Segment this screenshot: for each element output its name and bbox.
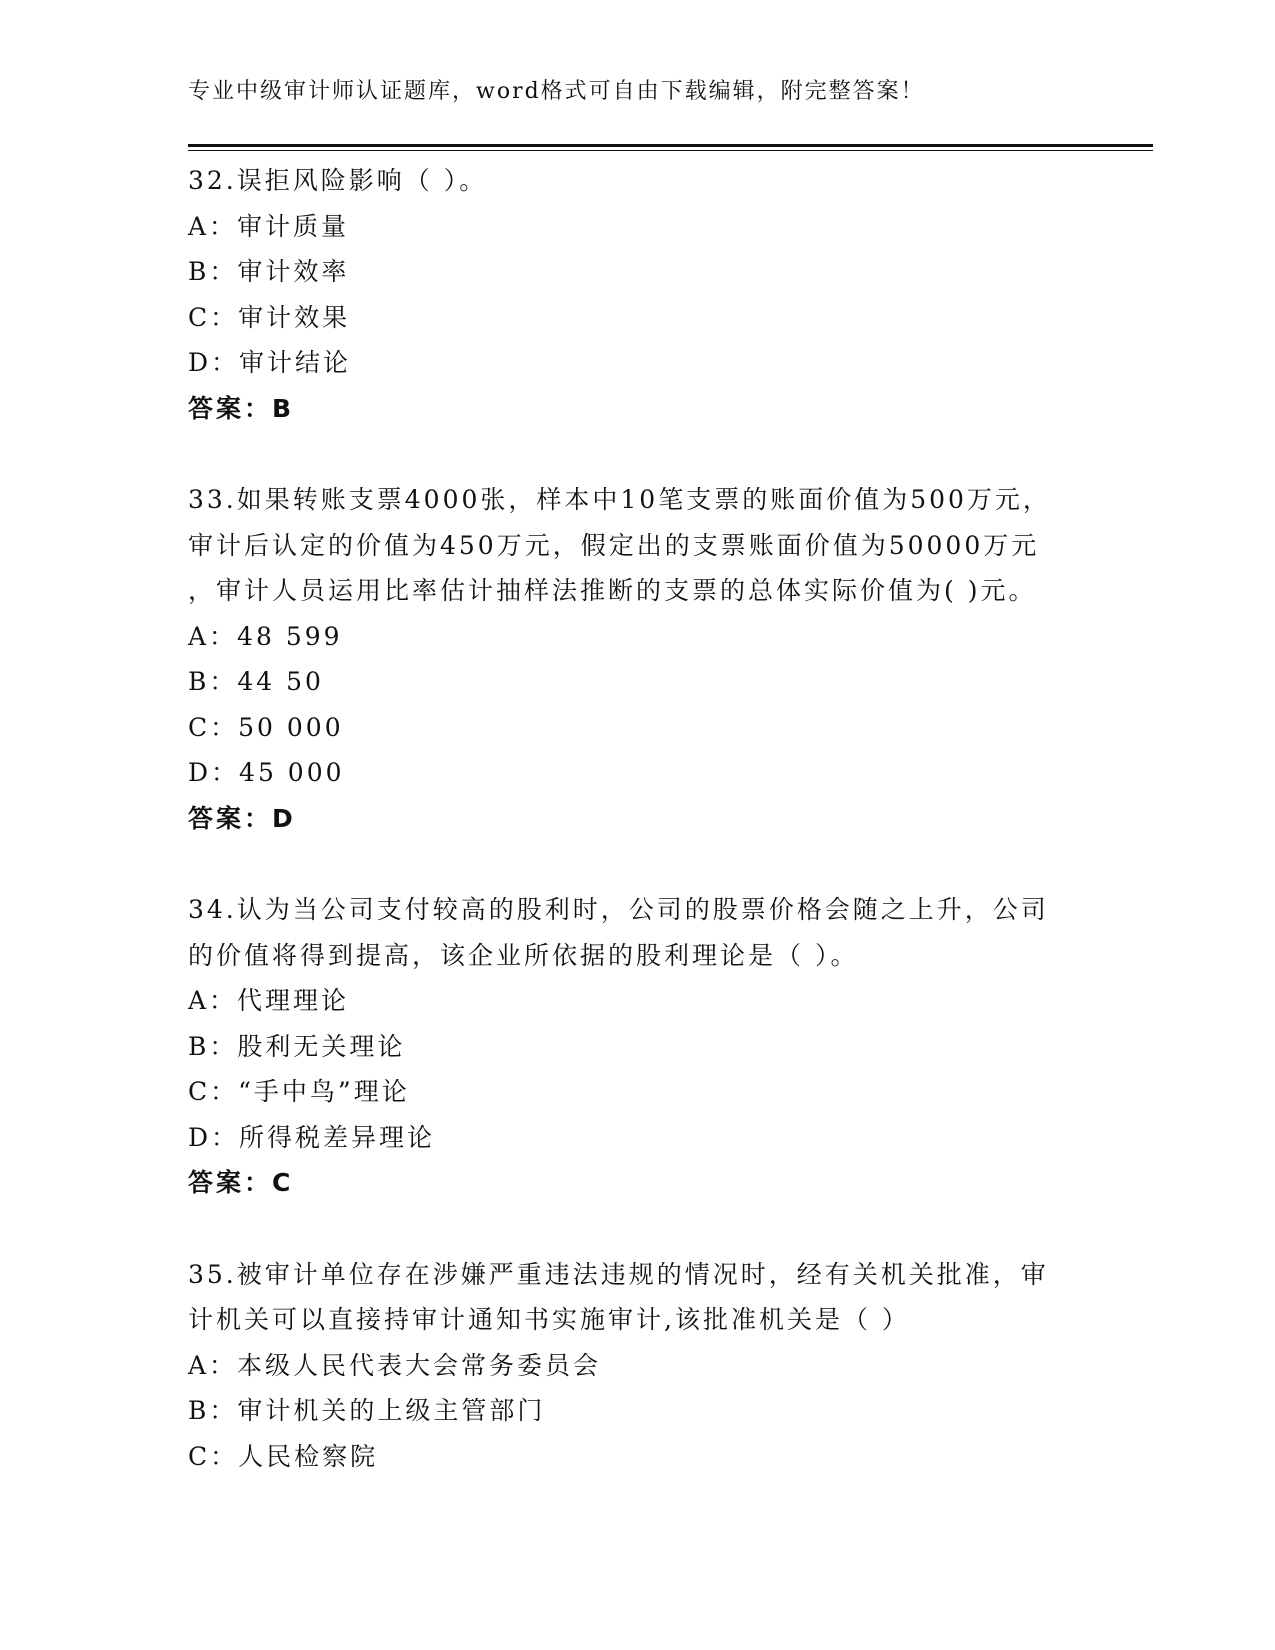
option-d: D：45 000 <box>188 758 345 787</box>
question-stem: 35.被审计单位存在涉嫌严重违法违规的情况时，经有关机关批准，审 <box>188 1259 1049 1289</box>
question-34 <box>188 887 1088 1206</box>
question-stem: 33.如果转账支票4000张，样本中10笔支票的账面价值为500万元， <box>188 485 1051 514</box>
question-stem: 审计后认定的价值为450万元，假定出的支票账面价值为50000万元 <box>188 530 1040 560</box>
question-35 <box>188 1252 1088 1480</box>
header-rule-thin <box>188 150 1153 151</box>
answer: 答案：C <box>188 1168 294 1197</box>
option-b: B：44 50 <box>188 667 324 696</box>
option-c: C：“手中鸟”理论 <box>188 1077 410 1106</box>
question-list <box>188 158 1088 1525</box>
answer: 答案：D <box>188 803 296 833</box>
option-c: C：审计效果 <box>188 302 351 332</box>
option-b: B：股利无关理论 <box>188 1031 406 1061</box>
option-c: C：50 000 <box>188 712 344 742</box>
question-stem: ，审计人员运用比率估计抽样法推断的支票的总体实际价值为( )元。 <box>188 576 1037 605</box>
option-c: C：人民检察院 <box>188 1441 379 1471</box>
option-a: A：48 599 <box>188 621 343 651</box>
header-rule-thick <box>188 144 1153 147</box>
question-stem: 32.误拒风险影响（ ）。 <box>188 166 488 195</box>
option-d: D：审计结论 <box>188 348 352 377</box>
option-b: B：审计机关的上级主管部门 <box>188 1396 546 1425</box>
option-b: B：审计效率 <box>188 257 350 286</box>
option-a: A：代理理论 <box>188 986 350 1015</box>
question-stem: 34.认为当公司支付较高的股利时，公司的股票价格会随之上升，公司 <box>188 895 1049 924</box>
page-header: 专业中级审计师认证题库，word格式可自由下载编辑，附完整答案！ <box>188 79 925 104</box>
question-stem: 计机关可以直接持审计通知书实施审计,该批准机关是（ ） <box>188 1305 910 1334</box>
option-a: A：审计质量 <box>188 211 350 241</box>
option-d: D：所得税差异理论 <box>188 1122 436 1152</box>
option-a: A：本级人民代表大会常务委员会 <box>188 1350 602 1380</box>
question-33 <box>188 477 1088 841</box>
question-32 <box>188 158 1088 431</box>
question-stem: 的价值将得到提高，该企业所依据的股利理论是（ ）。 <box>188 940 859 970</box>
answer: 答案：B <box>188 393 295 423</box>
